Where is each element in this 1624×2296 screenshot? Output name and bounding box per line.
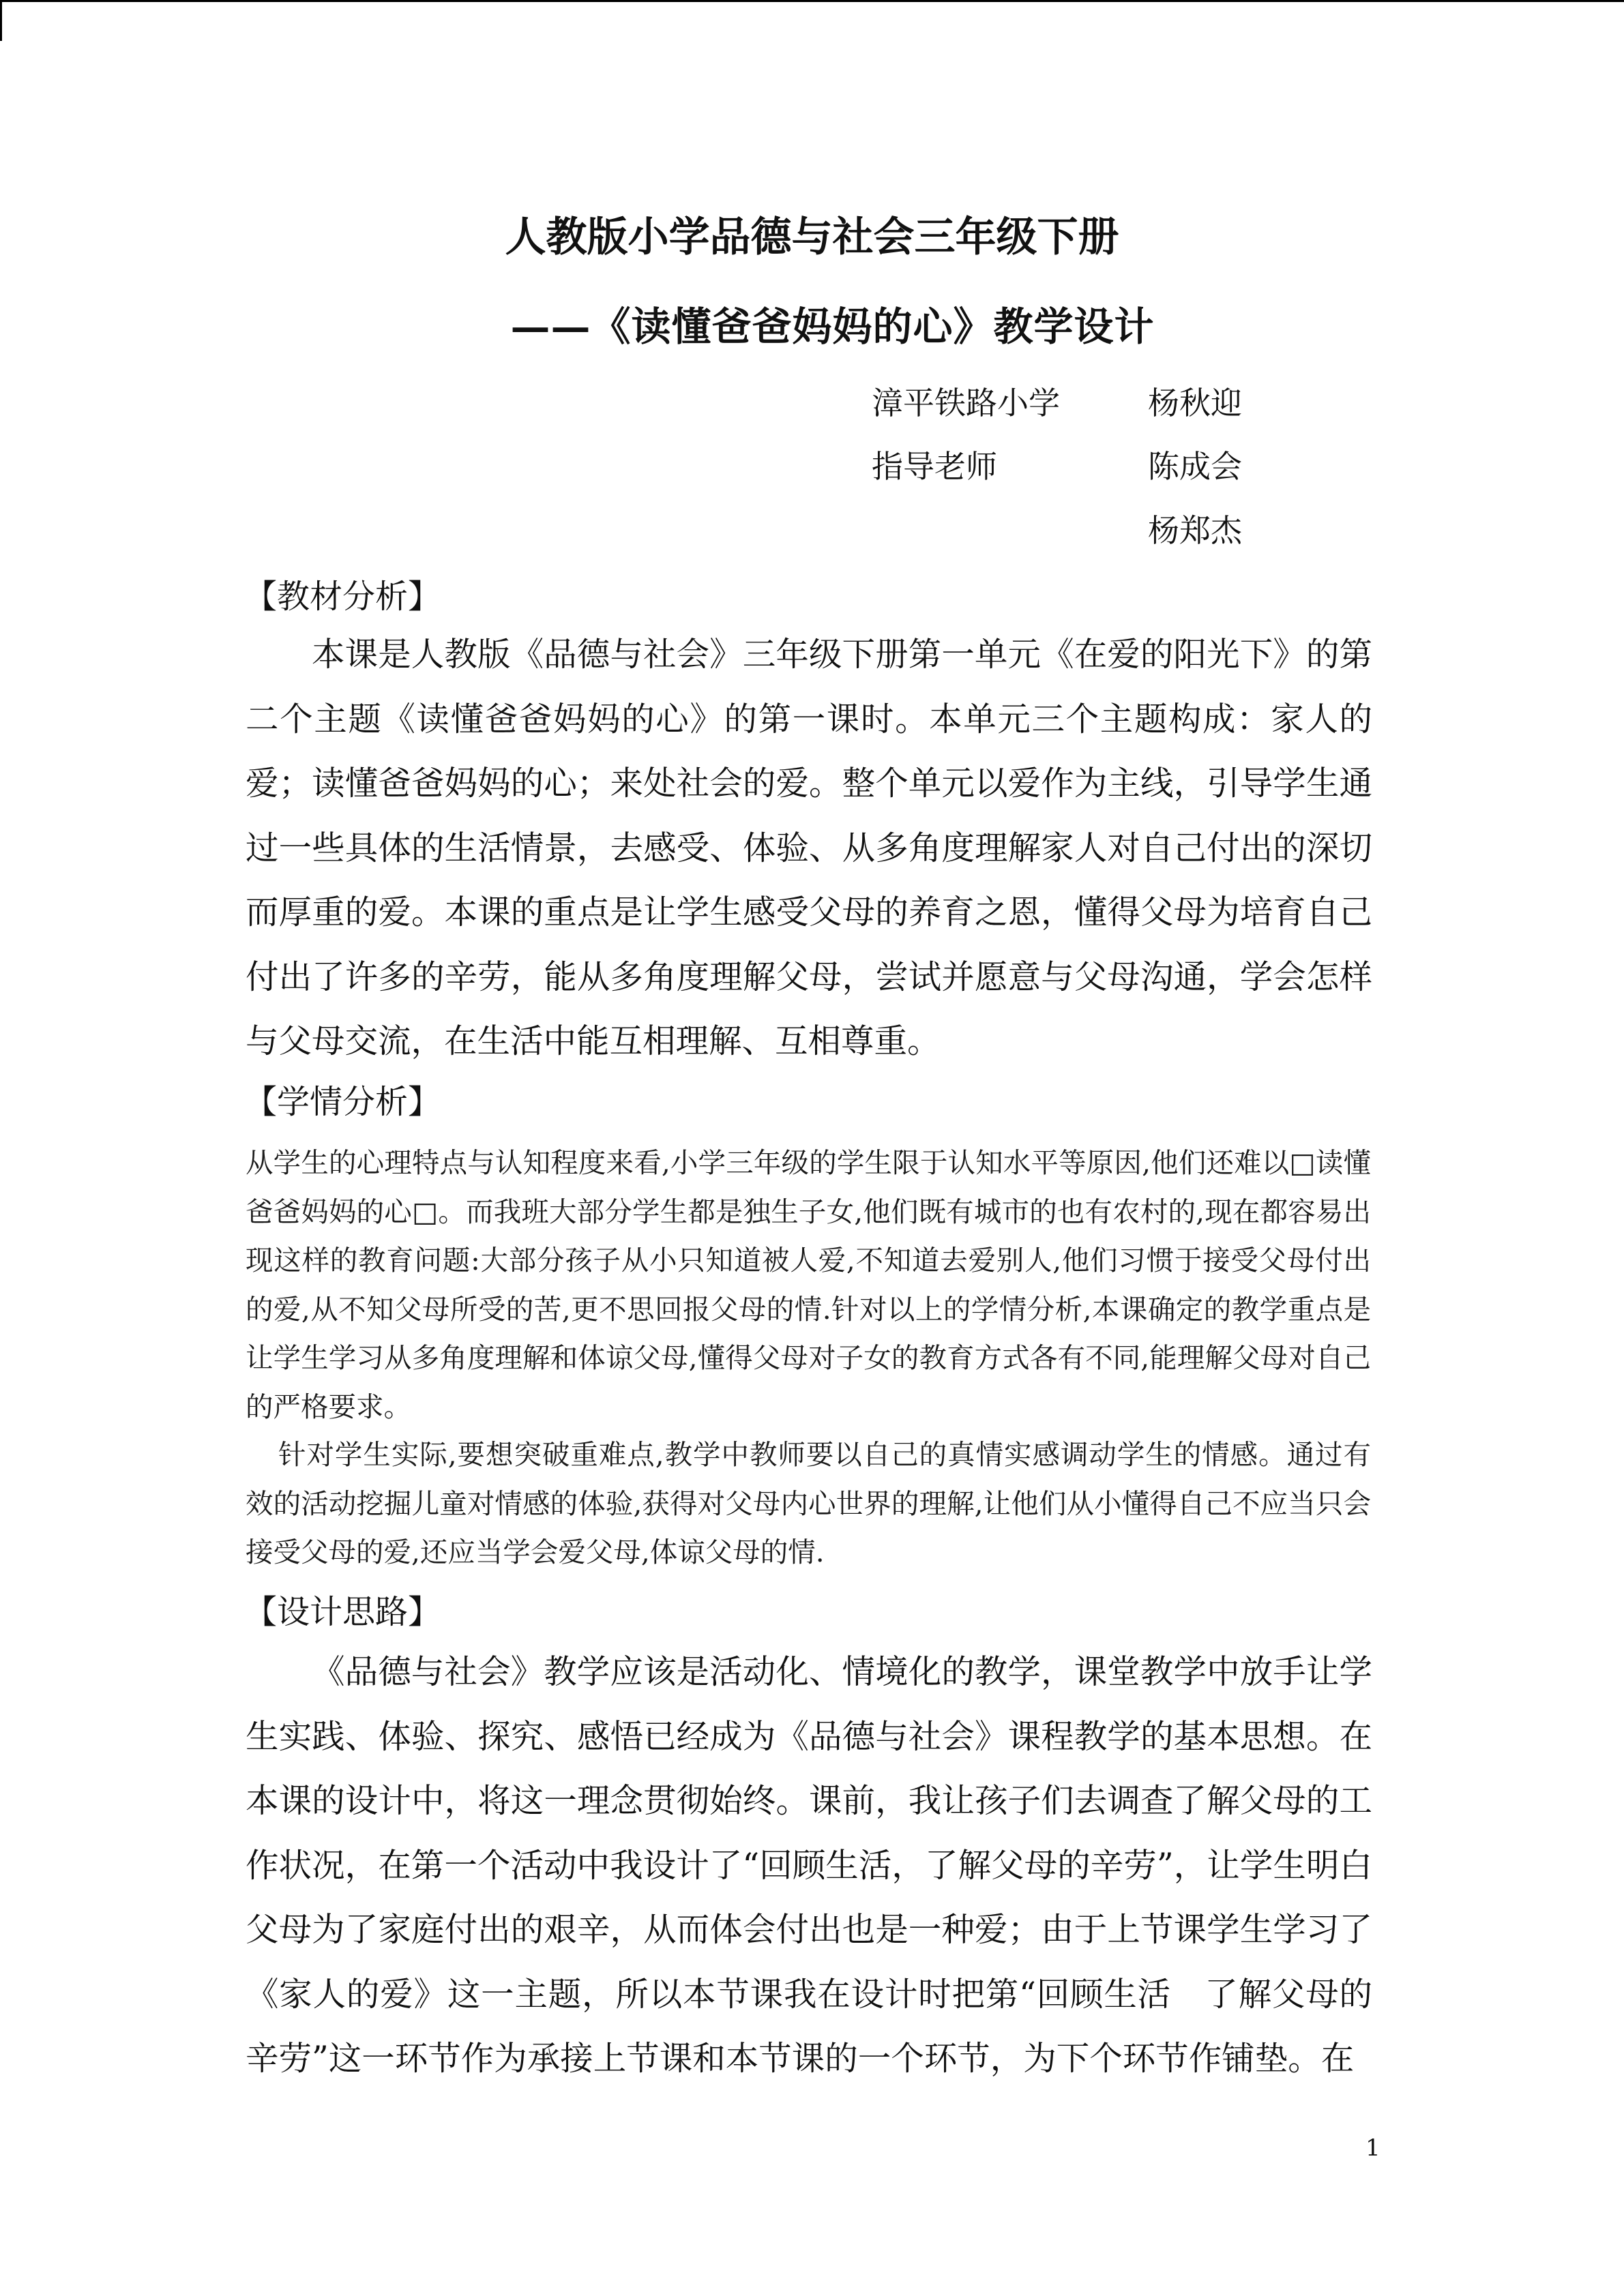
advisor-name-2: 杨郑杰 (1148, 512, 1242, 549)
section-body-design: 《品德与社会》教学应该是活动化、情境化的教学，课堂教学中放手让学生实践、体验、探究、感悟已经成为《品德与社会》课程教学的基本思想。在本课的设计中，将这一理念贯彻始终。课前，我让孩子们去调查了解父母的工作状况，在第一个活动中我设计了“回顾生活，了解父母的辛劳”，让学生明白父母为了家庭付出的艰辛，从而体会付出也是一种爱；由于上节课学生学习了《家人的爱》这一主题，所以本节课我在设计时把第“回顾生活 了解父母的辛劳”这一环节作为承接上节课和本节课的一个环节，为下个环节作铺垫。在 (246, 1653, 1372, 2078)
section-body-students-2: 针对学生实际,要想突破重难点,教学中教师要以自己的真情实感调动学生的情感。通过有效的活动挖掘儿童对情感的体验,获得对父母内心世界的理解,让他们从小懂得自己不应当只会接受父母的爱,还应当学会爱父母,体谅父母的情. (246, 1438, 1371, 1568)
advisor-label: 指导老师 (872, 448, 997, 485)
section-heading-students: 【学情分析】 (244, 1083, 441, 1121)
section-body-students-1: 从学生的心理特点与认知程度来看,小学三年级的学生限于认知水平等原因,他们还难以□读懂爸爸妈妈的心□。而我班大部分学生都是独生子女,他们既有城市的也有农村的,现在都容易出现这样的教育问题:大部分孩子从小只知道被人爱,不知道去爱别人,他们习惯于接受父母付出的爱,从不知父母所受的苦,更不思回报父母的情.针对以上的学情分析,本课确定的教学重点是让学生学习从多角度理解和体谅父母,懂得父母对子女的教育方式各有不同,能理解父母对自己的严格要求。 (246, 1146, 1371, 1423)
document-subtitle: ——《读懂爸爸妈妈的心》教学设计 (510, 303, 1155, 350)
advisor-name-1: 陈成会 (1148, 448, 1242, 485)
page-left-border (0, 0, 2, 41)
page-number: 1 (1365, 2134, 1381, 2162)
section-heading-materials: 【教材分析】 (244, 578, 441, 616)
school-name: 漳平铁路小学 (872, 385, 1060, 421)
document-title: 人教版小学品德与社会三年级下册 (505, 213, 1119, 261)
section-heading-design: 【设计思路】 (244, 1593, 441, 1631)
page-top-border (0, 0, 1624, 2)
author-name: 杨秋迎 (1148, 385, 1242, 421)
section-body-materials: 本课是人教版《品德与社会》三年级下册第一单元《在爱的阳光下》的第二个主题《读懂爸爸妈妈的心》的第一课时。本单元三个主题构成：家人的爱；读懂爸爸妈妈的心；来处社会的爱。整个单元以爱作为主线，引导学生通过一些具体的生活情景，去感受、体验、从多角度理解家人对自己付出的深切而厚重的爱。本课的重点是让学生感受父母的养育之恩，懂得父母为培育自己付出了许多的辛劳，能从多角度理解父母，尝试并愿意与父母沟通，学会怎样与父母交流，在生活中能互相理解、互相尊重。 (246, 636, 1372, 1060)
